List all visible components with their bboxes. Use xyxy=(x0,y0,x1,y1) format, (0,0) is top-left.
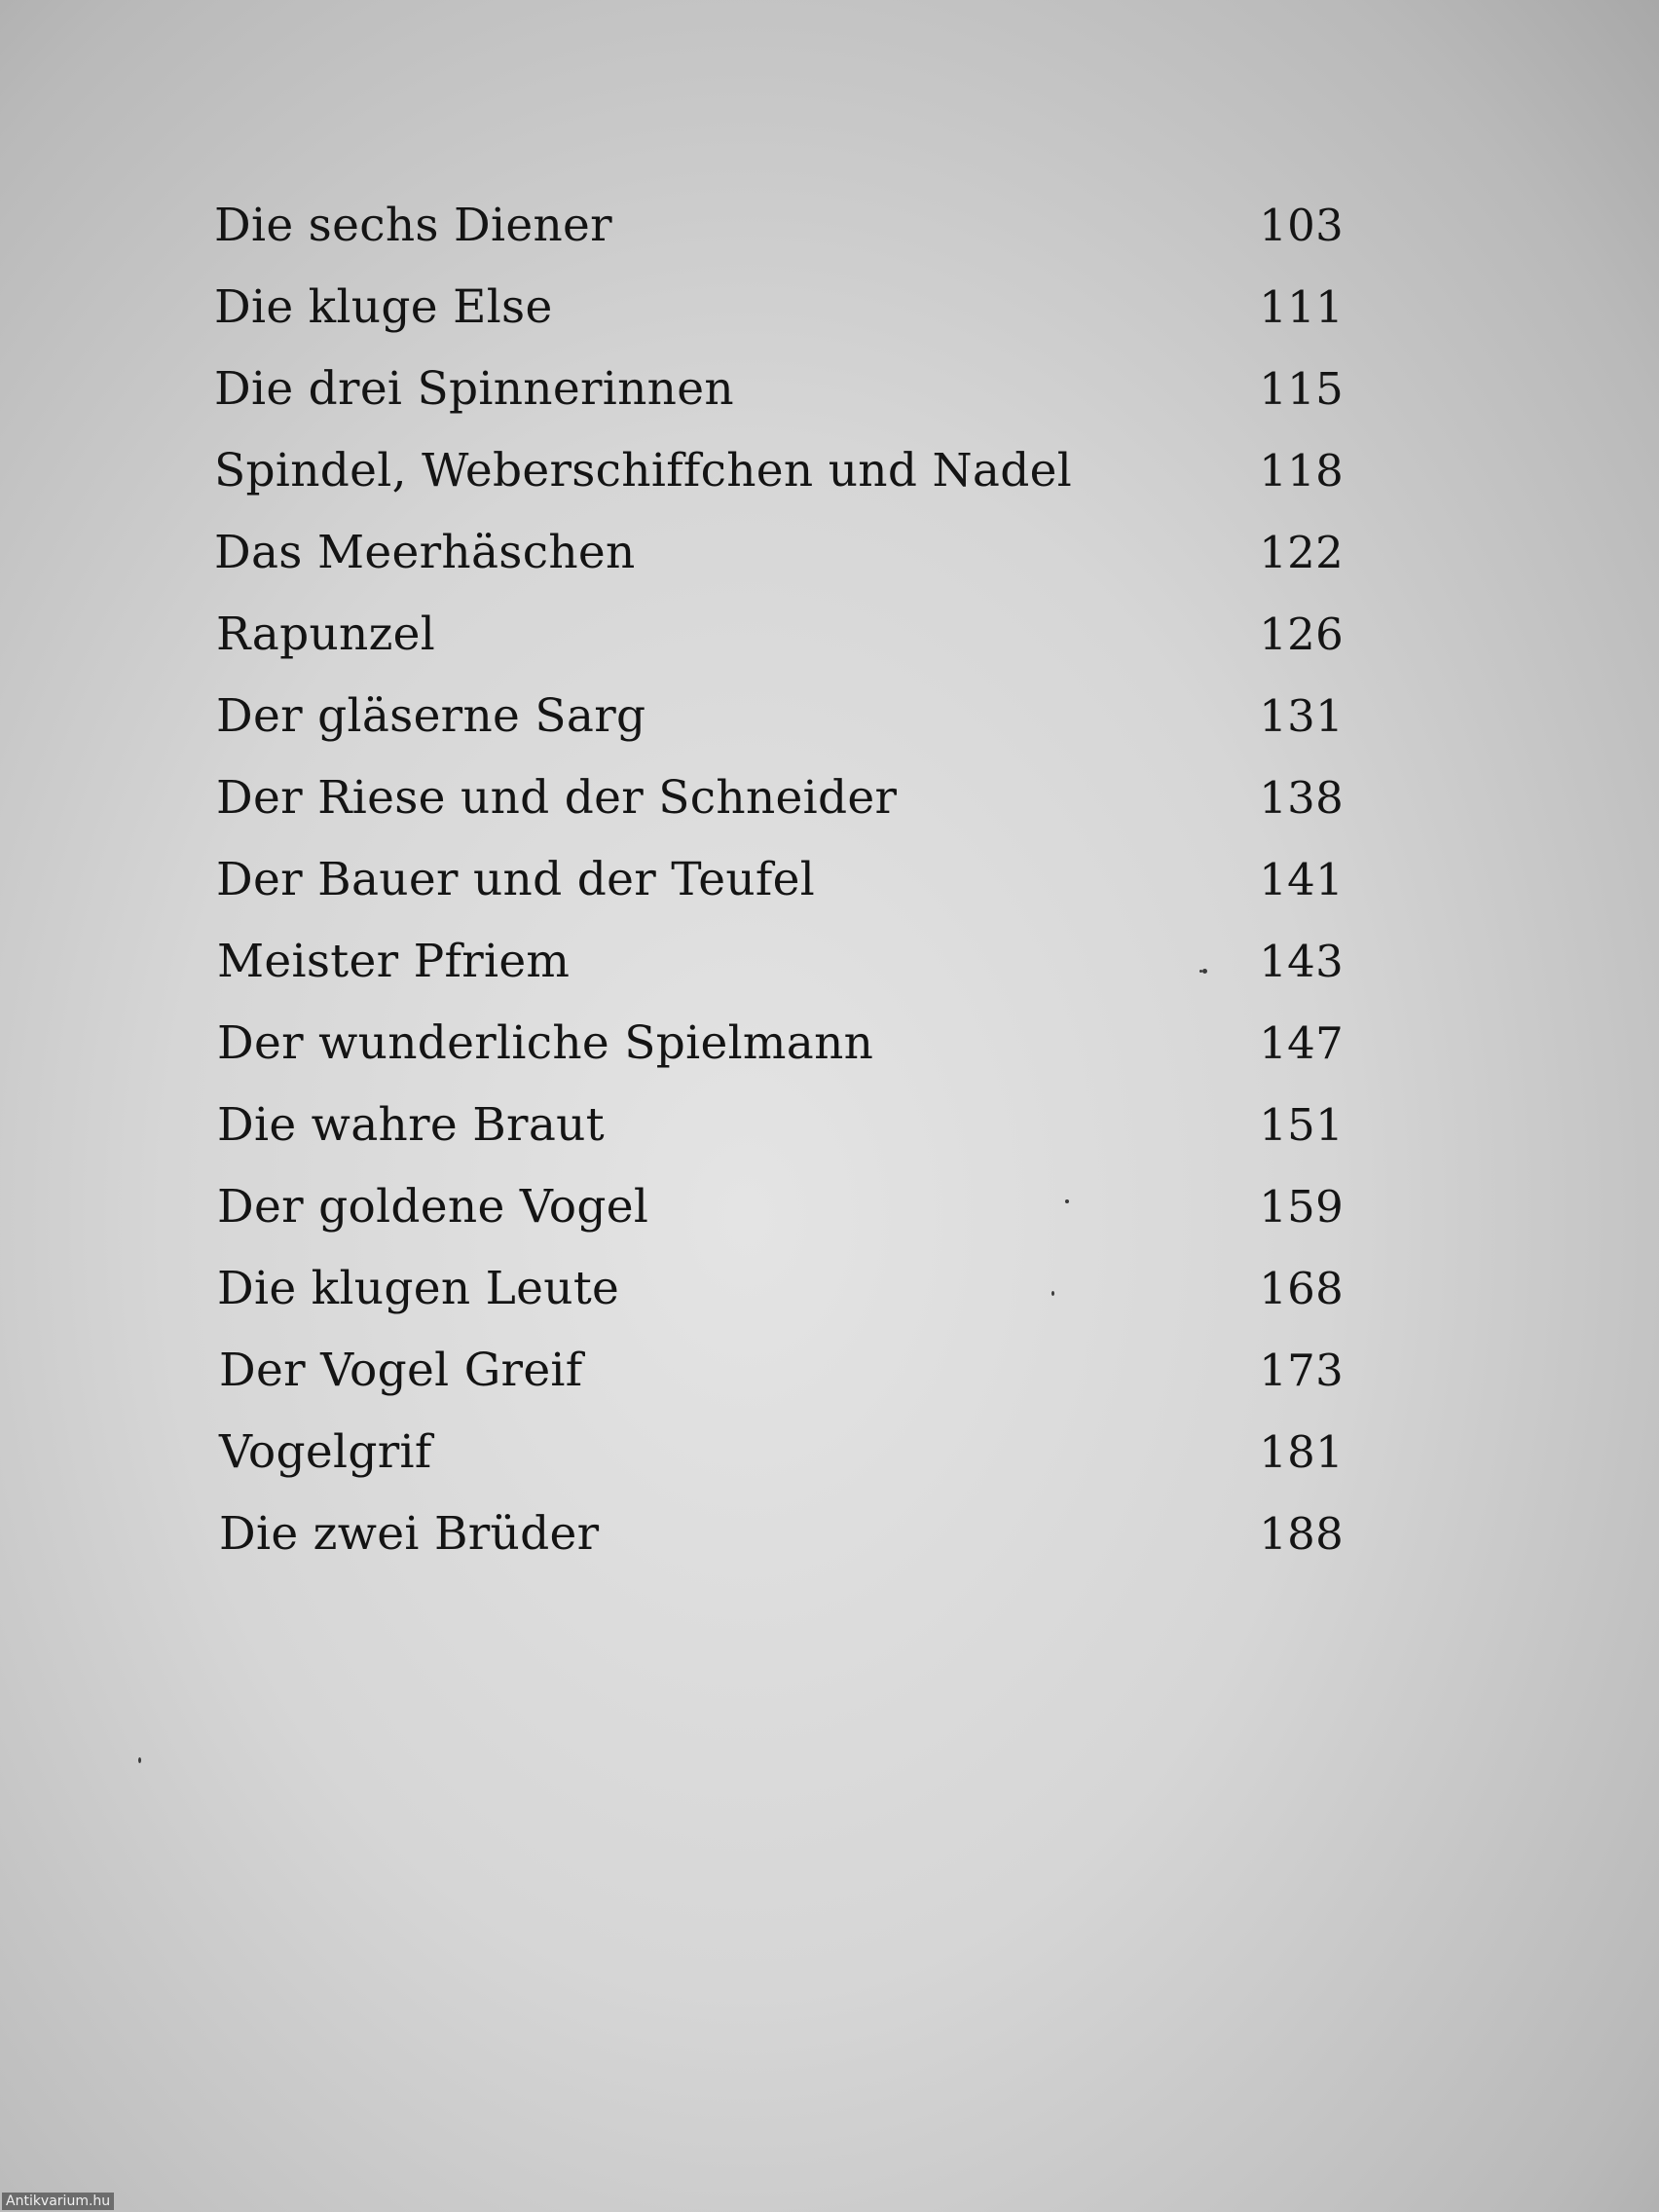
toc-entry-title: Der goldene Vogel xyxy=(217,1180,649,1234)
toc-entry-page: 118 xyxy=(1259,445,1344,497)
toc-entry-page: 173 xyxy=(1259,1345,1344,1396)
toc-entry xyxy=(214,1085,1344,1166)
toc-entry xyxy=(214,1412,1344,1493)
toc-entry-title: Der Bauer und der Teufel xyxy=(216,853,816,906)
toc-entry xyxy=(214,1493,1344,1575)
toc-entry-title: Die zwei Brüder xyxy=(219,1507,600,1561)
watermark: Antikvarium.hu xyxy=(2,2193,114,2210)
toc-entry-page: 138 xyxy=(1259,772,1344,824)
toc-entry xyxy=(214,185,1344,267)
toc-entry-page: 131 xyxy=(1259,690,1344,742)
toc-entry-title: Rapunzel xyxy=(216,608,436,661)
toc-entry-title: Die klugen Leute xyxy=(217,1262,620,1315)
table-of-contents xyxy=(214,185,1344,1575)
toc-entry-page: 143 xyxy=(1259,936,1344,987)
toc-entry-page: 115 xyxy=(1259,363,1344,415)
toc-entry xyxy=(214,676,1344,757)
toc-entry xyxy=(214,757,1344,839)
toc-entry-title: Der Vogel Greif xyxy=(219,1344,583,1397)
toc-entry-title: Der wunderliche Spielmann xyxy=(217,1016,874,1070)
paper-speck xyxy=(1199,970,1202,973)
paper-speck xyxy=(1202,969,1207,974)
toc-entry-title: Die sechs Diener xyxy=(214,199,612,252)
toc-entry-page: 126 xyxy=(1259,608,1344,660)
toc-entry-title: Die drei Spinnerinnen xyxy=(214,362,734,416)
toc-entry-page: 141 xyxy=(1259,854,1344,905)
paper-speck xyxy=(1065,1199,1069,1203)
paper-speck xyxy=(138,1757,141,1763)
toc-entry xyxy=(214,594,1344,676)
toc-entry xyxy=(214,1003,1344,1085)
toc-entry xyxy=(214,267,1344,349)
toc-entry xyxy=(214,349,1344,430)
toc-entry xyxy=(214,1248,1344,1330)
paper-speck xyxy=(1051,1291,1054,1296)
toc-entry-title: Der gläserne Sarg xyxy=(216,689,646,743)
toc-entry-page: 111 xyxy=(1259,281,1344,333)
toc-entry-title: Die wahre Braut xyxy=(217,1098,605,1152)
toc-entry-page: 181 xyxy=(1259,1426,1344,1478)
toc-entry xyxy=(214,1166,1344,1248)
toc-entry-page: 159 xyxy=(1259,1181,1344,1233)
toc-entry xyxy=(214,921,1344,1003)
toc-entry-title: Das Meerhäschen xyxy=(214,526,636,579)
toc-entry-page: 188 xyxy=(1259,1508,1344,1560)
toc-entry xyxy=(214,430,1344,512)
toc-entry xyxy=(214,839,1344,921)
toc-entry-title: Der Riese und der Schneider xyxy=(216,771,898,825)
toc-entry-page: 168 xyxy=(1259,1263,1344,1314)
toc-entry-page: 122 xyxy=(1259,527,1344,578)
toc-entry xyxy=(214,1330,1344,1412)
toc-entry-page: 147 xyxy=(1259,1017,1344,1069)
toc-entry-page: 151 xyxy=(1259,1099,1344,1151)
toc-entry-title: Vogelgrif xyxy=(219,1425,432,1479)
toc-entry-title: Spindel, Weberschiffchen und Nadel xyxy=(214,444,1073,498)
toc-entry-title: Meister Pfriem xyxy=(217,935,571,988)
toc-entry xyxy=(214,512,1344,594)
toc-entry-title: Die kluge Else xyxy=(214,280,553,334)
toc-entry-page: 103 xyxy=(1259,200,1344,251)
